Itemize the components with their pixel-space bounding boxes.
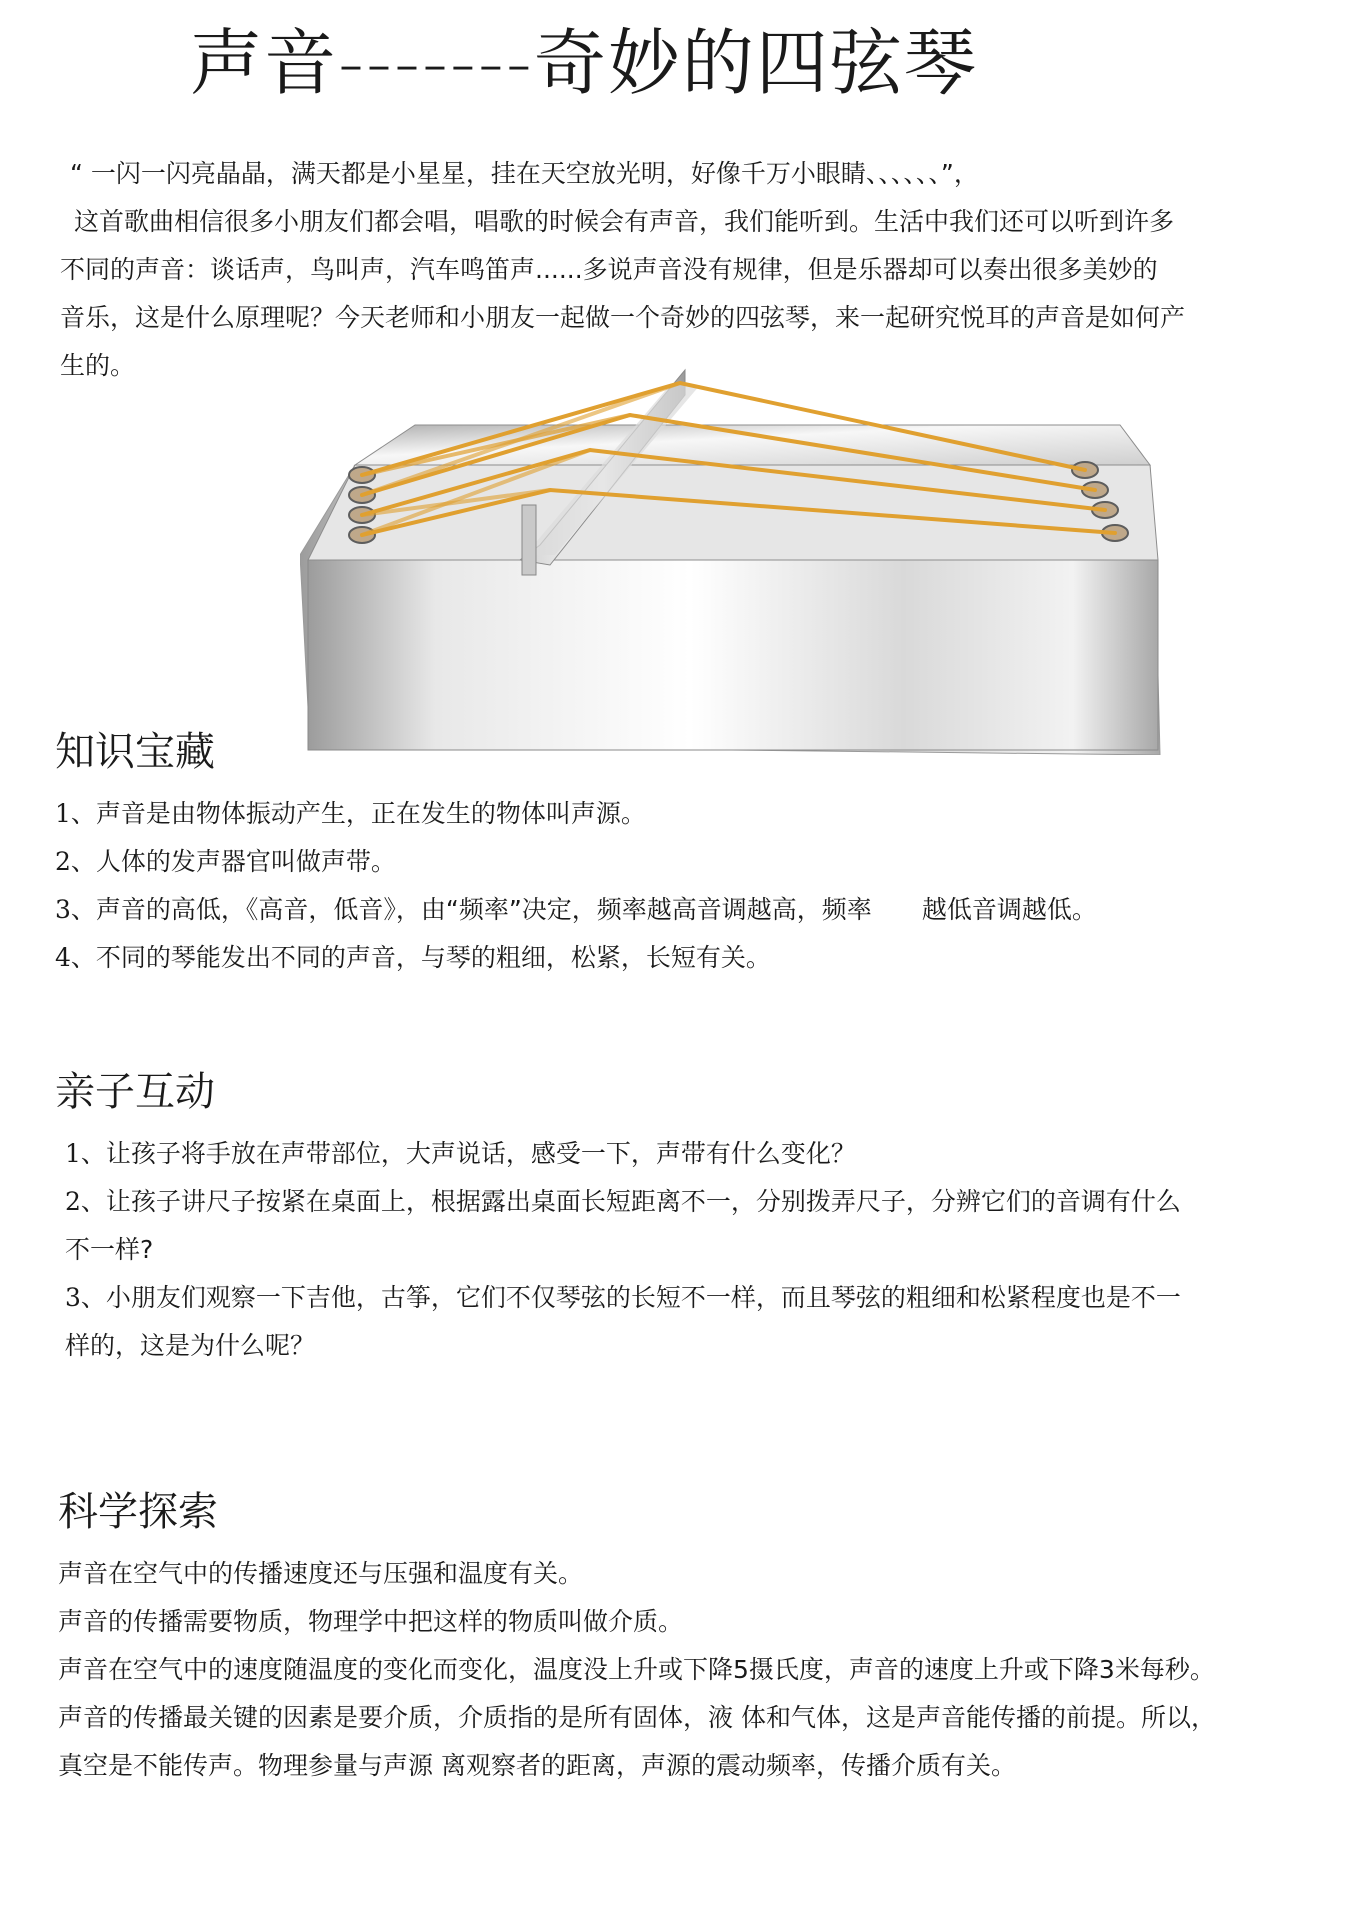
item-number: 2 [65,1187,81,1216]
item-text: 不一样? [65,1235,154,1264]
four-string-harp-image [300,355,1170,755]
intro-line: 不同的声音：谈话声，鸟叫声，汽车鸣笛声......多说声音没有规律，但是乐器却可以奏出很多美妙的 [60,255,1158,284]
list-item [65,1178,1181,1226]
list-item [65,1130,1181,1178]
box-front-face [308,560,1158,750]
item-text: 、声音的高低，《高音，低音》，由“频率”决定，频率越高音调越高，频率 越低音调越低。 [70,895,1097,924]
item-text: 、小朋友们观察一下吉他，古筝，它们不仅琴弦的长短不一样，而且琴弦的粗细和松紧程度也是不一 [80,1283,1181,1312]
knowledge-heading: 知识宝藏 [55,729,215,775]
explore-line: 声音在空气中的传播速度还与压强和温度有关。 [58,1559,584,1588]
item-number: 3 [55,895,71,924]
item-number: 3 [65,1283,81,1312]
list-item [65,1226,1181,1274]
interaction-list [65,1130,1181,1370]
list-item [65,1322,1181,1370]
explore-paragraph [58,1550,1328,1790]
bridge-front [522,505,536,575]
item-number: 2 [55,847,71,876]
intro-line: 这首歌曲相信很多小朋友们都会唱，唱歌的时候会有声音，我们能听到。生活中我们还可以听到许多 [74,207,1175,236]
intro-line: 生的。 [60,351,136,380]
list-item [55,838,1097,886]
explore-heading: 科学探索 [58,1489,218,1535]
item-number: 1 [55,799,71,828]
item-text: 样的，这是为什么呢？ [65,1331,316,1360]
item-text: 、声音是由物体振动产生，正在发生的物体叫声源。 [70,799,646,828]
list-item [55,886,1097,934]
item-number: 1 [65,1139,81,1168]
intro-line: 音乐，这是什么原理呢？今天老师和小朋友一起做一个奇妙的四弦琴，来一起研究悦耳的声音是如何产 [60,303,1186,332]
intro-paragraph [60,150,1310,390]
item-text: 、让孩子将手放在声带部位，大声说话，感受一下，声带有什么变化？ [80,1139,856,1168]
explore-line: 声音的传播最关键的因素是要介质，介质指的是所有固体，液 体和气体，这是声音能传播的前提。所以， [58,1703,1216,1732]
explore-line: 真空是不能传声。物理参量与声源 离观察者的距离，声源的震动频率，传播介质有关。 [58,1751,1016,1780]
list-item [55,934,1097,982]
explore-line: 声音的传播需要物质，物理学中把这样的物质叫做介质。 [58,1607,684,1636]
item-text: 、人体的发声器官叫做声带。 [70,847,396,876]
list-item [55,790,1097,838]
list-item [65,1274,1181,1322]
knowledge-list [55,790,1097,982]
interaction-heading: 亲子互动 [55,1069,215,1115]
explore-line: 声音在空气中的速度随温度的变化而变化，温度没上升或下降5摄氏度，声音的速度上升或下降3米每秒。 [58,1655,1215,1684]
item-number: 4 [55,943,71,972]
intro-quote: “ 一闪一闪亮晶晶，满天都是小星星，挂在天空放光明，好像千万小眼睛、、、、、、”， [70,159,979,188]
item-text: 、不同的琴能发出不同的声音，与琴的粗细，松紧，长短有关。 [70,943,771,972]
item-text: 、让孩子讲尺子按紧在桌面上，根据露出桌面长短距离不一，分别拨弄尺子，分辨它们的音调有什么 [80,1187,1181,1216]
page-title: 声音-------奇妙的四弦琴 [190,21,978,105]
